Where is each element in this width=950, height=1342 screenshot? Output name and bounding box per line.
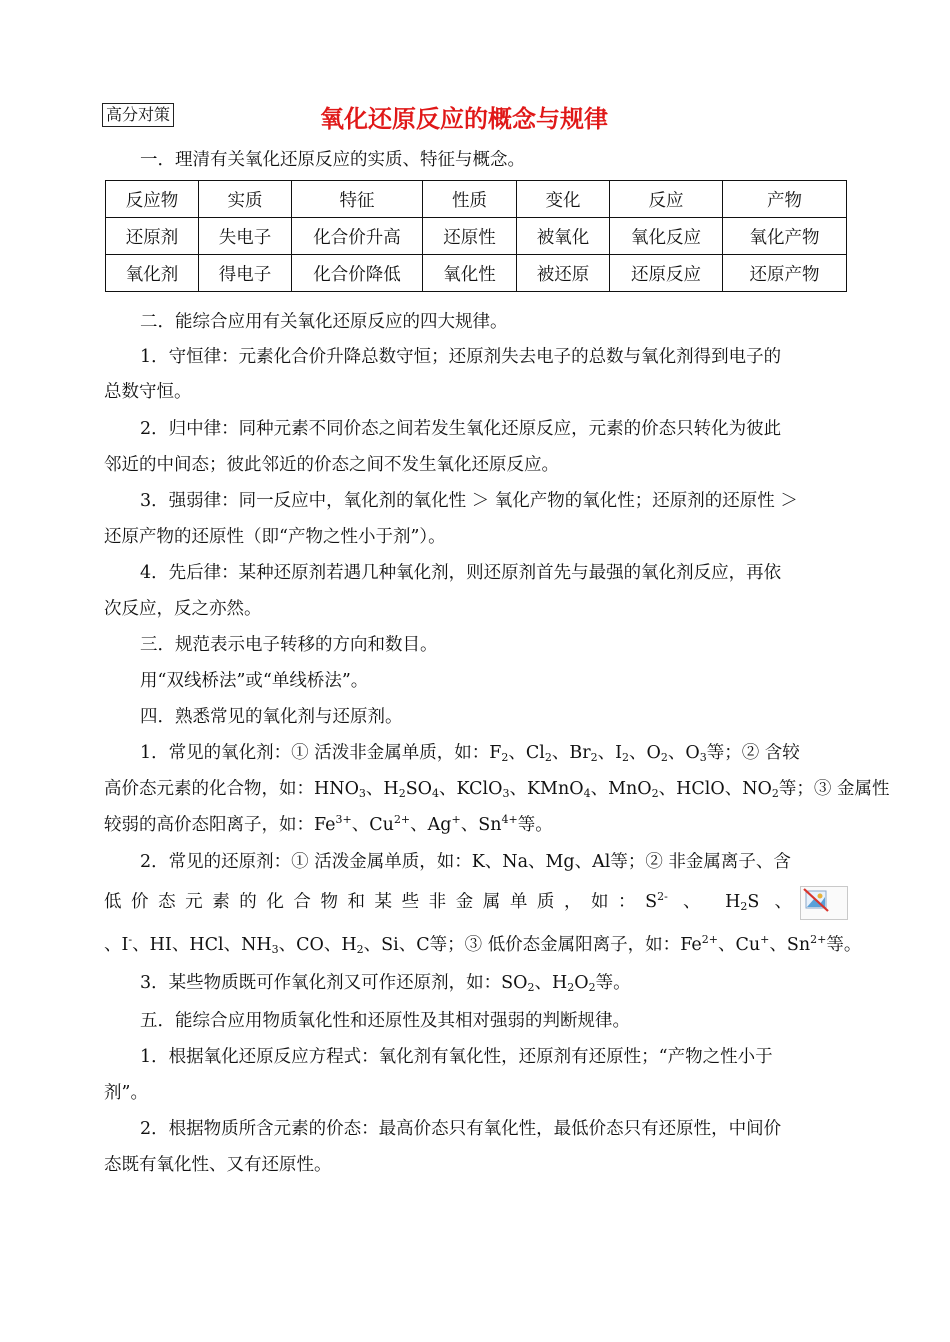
oxidant-line3: 较弱的高价态阳离子，如：$Fe^{3+}$、$Cu^{2+}$、Ag+、$Sn^{4+}$等。 bbox=[104, 813, 553, 835]
reductant-line1: 2．常见的还原剂：① 活泼金属单质，如：K、Na、Mg、Al等；② 非金属离子、含 bbox=[140, 852, 791, 872]
rule1-line2: 总数守恒。 bbox=[104, 382, 192, 402]
section3-line: 用“双线桥法”或“单线桥法”。 bbox=[140, 671, 369, 691]
embedded-image bbox=[800, 886, 848, 920]
table-cell: 氧化性 bbox=[423, 255, 517, 292]
text-span: 较弱的高价态阳离子，如： bbox=[104, 815, 314, 835]
section1-heading: 一．理清有关氧化还原反应的实质、特征与概念。 bbox=[140, 150, 525, 170]
section3-heading: 三．规范表示电子转移的方向和数目。 bbox=[140, 635, 438, 655]
table-header-cell: 实质 bbox=[199, 181, 292, 218]
table-row bbox=[106, 255, 847, 292]
text-span: 等；③ 金属性 bbox=[778, 779, 890, 799]
rule2-line1: 2．归中律：同种元素不同价态之间若发生氧化还原反应，元素的价态只转化为彼此 bbox=[140, 419, 782, 439]
judge2-line1: 2．根据物质所含元素的价态：最高价态只有氧化性，最低价态只有还原性，中间价 bbox=[140, 1119, 782, 1139]
judge1-line1: 1．根据氧化还原反应方程式：氧化剂有氧化性，还原剂有还原性；“产物之性小于 bbox=[140, 1047, 773, 1067]
rule2-line2: 邻近的中间态；彼此邻近的价态之间不发生氧化还原反应。 bbox=[104, 455, 559, 475]
text-span: 等。 bbox=[826, 935, 862, 955]
section5-heading: 五．能综合应用物质氧化性和还原性及其相对强弱的判断规律。 bbox=[140, 1011, 630, 1031]
rule3-line2: 还原产物的还原性（即“产物之性小于剂”）。 bbox=[104, 527, 446, 547]
table-header-cell: 反应物 bbox=[106, 181, 199, 218]
table-header-cell: 性质 bbox=[423, 181, 517, 218]
table-cell: 化合价升高 bbox=[292, 218, 423, 255]
table-cell: 还原性 bbox=[423, 218, 517, 255]
section4-heading: 四．熟悉常见的氧化剂与还原剂。 bbox=[140, 707, 403, 727]
oxidant-line1: 1．常见的氧化剂：① 活泼非金属单质，如：$F_2$、$Cl_2$、$Br_2$、$I_2$、$O_2$、$O_3$等；② 含较 bbox=[140, 743, 800, 764]
table-header-row bbox=[106, 181, 847, 218]
text-span: 1．常见的氧化剂：① 活泼非金属单质，如： bbox=[140, 743, 490, 763]
category-badge: 高分对策 bbox=[102, 103, 174, 127]
table-cell: 失电子 bbox=[199, 218, 292, 255]
dual-agent-line: 3．某些物质既可作氧化剂又可作还原剂，如：$SO_2$、$H_2O_2$等。 bbox=[140, 973, 631, 994]
table-cell: 还原产物 bbox=[723, 255, 847, 292]
concept-table bbox=[105, 180, 847, 292]
text-span: 低价态元素的化合物和某些非金属单质，如： bbox=[104, 892, 646, 912]
text-span: 等；② 含较 bbox=[706, 743, 800, 763]
table-header-cell: 反应 bbox=[610, 181, 723, 218]
table-cell: 还原反应 bbox=[610, 255, 723, 292]
table-cell: 氧化反应 bbox=[610, 218, 723, 255]
table-cell: 被氧化 bbox=[517, 218, 610, 255]
judge2-line2: 态既有氧化性、又有还原性。 bbox=[104, 1155, 332, 1175]
table-cell: 被还原 bbox=[517, 255, 610, 292]
section2-heading: 二．能综合应用有关氧化还原反应的四大规律。 bbox=[140, 312, 508, 332]
text-span: 高价态元素的化合物，如： bbox=[104, 779, 314, 799]
table-cell: 化合价降低 bbox=[292, 255, 423, 292]
table-cell: 氧化剂 bbox=[106, 255, 199, 292]
judge1-line2: 剂”。 bbox=[104, 1083, 148, 1103]
table-cell: 还原剂 bbox=[106, 218, 199, 255]
table-header-cell: 变化 bbox=[517, 181, 610, 218]
reductant-line3: 、I-、HI、HCl、$NH_3$、CO、$H_2$、Si、C等；③ 低价态金属阳离子，如：$Fe^{2+}$、Cu+、$Sn^{2+}$等。 bbox=[104, 933, 862, 956]
rule4-line2: 次反应，反之亦然。 bbox=[104, 599, 262, 619]
text-span: 3．某些物质既可作氧化剂又可作还原剂，如： bbox=[140, 973, 502, 993]
oxidant-line2: 高价态元素的化合物，如：$HNO_3$、$H_2SO_4$、KClO$_3$、KMnO$_4$、MnO$_2$、HClO、$NO_2$等；③ 金属性 bbox=[104, 779, 890, 800]
document-title: 氧化还原反应的概念与规律 bbox=[320, 105, 608, 133]
rule4-line1: 4．先后律：某种还原剂若遇几种氧化剂，则还原剂首先与最强的氧化剂反应，再依 bbox=[140, 563, 782, 583]
rule1-line1: 1．守恒律：元素化合价升降总数守恒；还原剂失去电子的总数与氧化剂得到电子的 bbox=[140, 347, 782, 367]
table-row bbox=[106, 218, 847, 255]
rule3-line1: 3．强弱律：同一反应中，氧化剂的氧化性 ＞ 氧化产物的氧化性；还原剂的还原性 ＞ bbox=[140, 491, 798, 511]
table-cell: 得电子 bbox=[199, 255, 292, 292]
table-cell: 氧化产物 bbox=[723, 218, 847, 255]
image-placeholder-icon bbox=[801, 887, 847, 919]
table-header-cell: 特征 bbox=[292, 181, 423, 218]
text-span: 等。 bbox=[517, 815, 553, 835]
table-header-cell: 产物 bbox=[723, 181, 847, 218]
reductant-line2: 低价态元素的化合物和某些非金属单质，如：$S^{2-}$ 、 $H_2S$ 、 bbox=[104, 890, 792, 913]
text-span: 等；③ 低价态金属阳离子，如： bbox=[429, 935, 681, 955]
